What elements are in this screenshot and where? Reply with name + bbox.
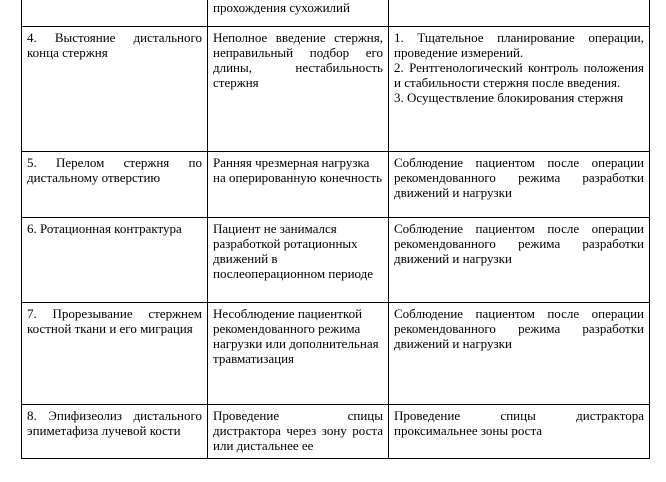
cause-cell: Несоблюдение пациенткой рекомендованного режима нагрузки или дополнительная травматизация xyxy=(208,303,389,405)
prevention-cell xyxy=(389,152,650,218)
complication-cell: 8. Эпифизеолиз дистального эпиметафиза лучевой кости xyxy=(22,405,208,459)
prevention-cell xyxy=(389,27,650,152)
prevention-item: 1. Тщательное планирование операции, проведение измерений. xyxy=(394,30,644,60)
table-row xyxy=(22,218,650,303)
prevention-cell xyxy=(389,0,650,27)
table-row xyxy=(22,27,650,152)
complication-cell: 4. Выстояние дистального конца стержня xyxy=(22,27,208,152)
prevention-item: Соблюдение пациентом после операции рекомендованного режима разработки движений и нагрузки xyxy=(394,155,644,200)
prevention-cell xyxy=(389,303,650,405)
complication-cell: 6. Ротационная контрактура xyxy=(22,218,208,303)
cause-cell: Неполное введение стержня, неправильный подбор его длины, нестабильность стержня xyxy=(208,27,389,152)
prevention-item: 3. Осуществление блокирования стержня xyxy=(394,90,624,105)
prevention-item: Проведение спицы дистрактора проксимальнее зоны роста xyxy=(394,408,644,438)
prevention-item: 2. Рентгенологический контроль положения и стабильности стержня после введения. xyxy=(394,60,644,90)
table-row xyxy=(22,0,650,27)
complications-table xyxy=(21,0,650,459)
cause-cell: Ранняя чрезмерная нагрузка на оперированную конечность xyxy=(208,152,389,218)
cause-cell: Проведение спицы дистрактора через зону роста или дистальнее ее xyxy=(208,405,389,459)
table-row xyxy=(22,303,650,405)
prevention-cell xyxy=(389,218,650,303)
prevention-cell xyxy=(389,405,650,459)
complication-cell: 7. Прорезывание стержнем костной ткани и его миграция xyxy=(22,303,208,405)
cause-cell: прохождения сухожилий xyxy=(208,0,389,27)
cause-cell: Пациент не занимался разработкой ротационных движений в послеоперационном периоде xyxy=(208,218,389,303)
table-row xyxy=(22,152,650,218)
complication-cell xyxy=(22,0,208,27)
complication-cell: 5. Перелом стержня по дистальному отверстию xyxy=(22,152,208,218)
prevention-item: Соблюдение пациентом после операции рекомендованного режима разработки движений и нагрузки xyxy=(394,221,644,266)
prevention-item: Соблюдение пациентом после операции рекомендованного режима разработки движений и нагрузки xyxy=(394,306,644,351)
table-row xyxy=(22,405,650,459)
